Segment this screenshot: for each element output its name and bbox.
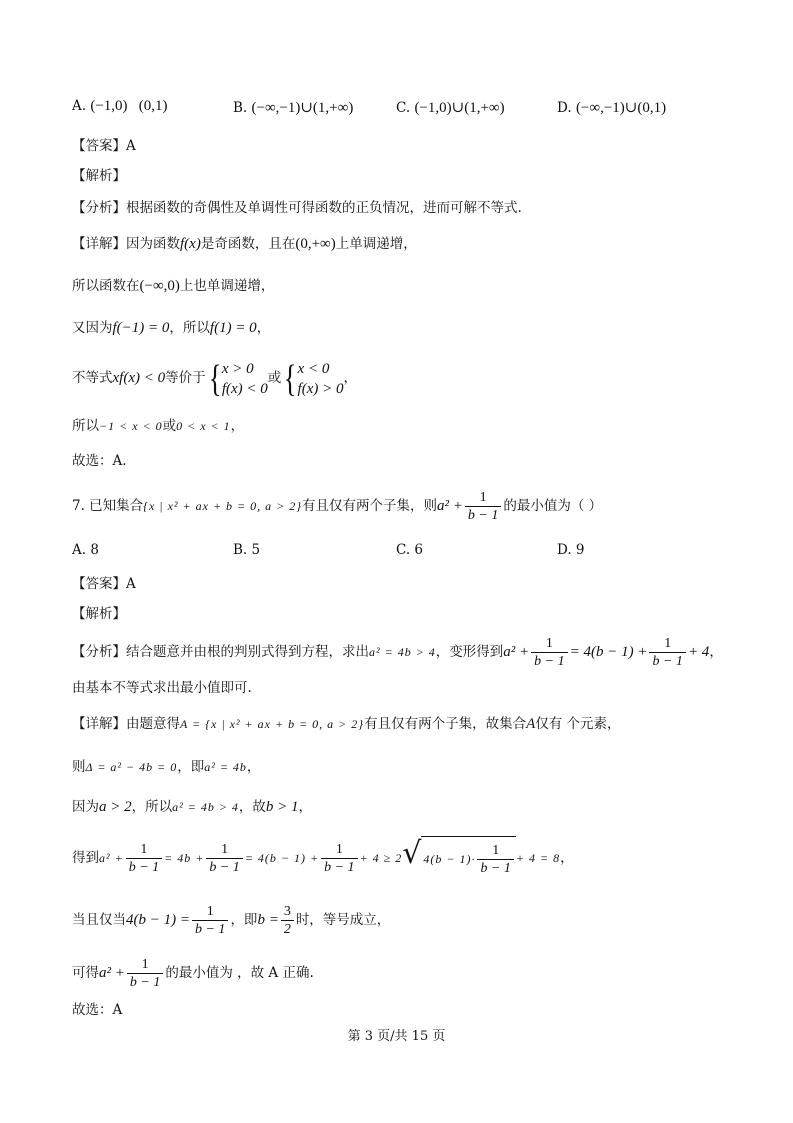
denominator: 2: [281, 920, 294, 938]
denominator: b − 1: [531, 652, 567, 670]
text: 又因为: [72, 320, 113, 336]
denominator: b − 1: [126, 858, 162, 876]
fraction: [477, 842, 513, 877]
text: 等价于: [165, 370, 206, 386]
math: a² +: [503, 644, 530, 660]
numerator: 1: [140, 842, 148, 857]
q7-answer: 【答案】A: [72, 576, 136, 592]
fraction: [321, 841, 357, 876]
text: 则: [72, 759, 86, 775]
q7-fenxi-line2: 由基本不等式求出最小值即可.: [72, 680, 252, 696]
q7-detail-line2: [72, 757, 260, 777]
text: ，所以: [169, 320, 210, 336]
text: 或: [162, 418, 177, 434]
denominator: b − 1: [192, 920, 228, 938]
text: 仅有 个元素，: [535, 716, 621, 732]
math: (0,+∞): [295, 236, 336, 252]
q7-select: 故选：A: [72, 1002, 123, 1018]
denominator: b − 1: [127, 973, 163, 991]
text: 所以: [72, 418, 99, 434]
text: 【详解】由题意得: [72, 716, 180, 732]
q6-option-d: [557, 98, 666, 117]
numerator: 1: [545, 636, 553, 651]
text: ，: [709, 644, 723, 660]
text: 时，等号成立，: [295, 912, 391, 928]
option-math: (−1,0)∪(1,+∞): [414, 100, 505, 116]
option-math: (−∞,−1)∪(0,1): [575, 100, 667, 116]
denominator: b − 1: [649, 652, 685, 670]
denominator: b − 1: [465, 506, 501, 524]
math: + 4: [687, 644, 710, 660]
math: 0 < x < 1: [176, 419, 231, 433]
math: b =: [257, 912, 279, 928]
text: ，: [256, 320, 271, 336]
math: + 4 = 8: [515, 851, 561, 865]
brace-icon: {: [208, 357, 222, 400]
system-row: f(x) > 0: [297, 380, 344, 397]
fraction: [127, 956, 163, 991]
math: a² = 4b: [204, 760, 247, 774]
text: 因为: [72, 799, 99, 815]
system-row: x > 0: [221, 360, 254, 377]
text: ，: [246, 759, 261, 775]
q7-stem: [72, 486, 602, 526]
math: A: [526, 716, 536, 732]
text: 是奇函数，且在: [200, 236, 296, 252]
q6-option-a: [72, 98, 168, 115]
q6-detail-line2: [72, 276, 274, 296]
text: 【分析】结合题意并由根的判别式得到方程，求出: [72, 644, 369, 660]
numerator: 1: [221, 842, 229, 857]
math: = 4b +: [164, 851, 205, 865]
q7-detail-line5: [72, 900, 390, 940]
math: = 4(b − 1) +: [569, 644, 648, 660]
math: a² +: [99, 851, 124, 865]
math: f(−1) = 0: [112, 320, 170, 336]
text: ，所以: [131, 799, 173, 815]
math: a² = 4b > 4: [172, 800, 239, 814]
numerator: 1: [141, 957, 149, 972]
math: xf(x) < 0: [112, 370, 166, 386]
math: a² = 4b > 4: [369, 645, 436, 659]
numerator: 3: [283, 904, 291, 919]
option-label: D.: [557, 100, 572, 116]
q7-option-d: D. 9: [557, 542, 585, 558]
math: 4(b − 1)·: [423, 852, 476, 866]
text: 上单调递增，: [335, 236, 417, 252]
numerator: 1: [479, 490, 487, 505]
math: f(x): [180, 236, 201, 252]
square-root: [402, 836, 516, 881]
system-row: f(x) < 0: [221, 380, 268, 397]
system-row: x < 0: [297, 360, 330, 377]
inequality-system-1: [206, 359, 268, 399]
numerator: 1: [664, 636, 672, 651]
math: f(1) = 0: [209, 320, 257, 336]
q6-option-c: [396, 98, 505, 117]
q6-fenxi: 【分析】根据函数的奇偶性及单调性可得函数的正负情况，进而可解不等式.: [72, 200, 522, 216]
option-label: A.: [72, 98, 87, 114]
text: 的最小值为 ，故 A 正确.: [165, 965, 314, 981]
text: ，变形得到: [435, 644, 504, 660]
fraction: [192, 903, 228, 938]
q6-detail-line4: [72, 356, 357, 400]
q7-detail-line4: [72, 836, 574, 881]
numerator: 1: [335, 842, 343, 857]
q7-detail-line1: [72, 714, 621, 734]
text: 当且仅当: [72, 912, 126, 928]
text: ，: [560, 850, 574, 866]
q6-select: 故选：A.: [72, 453, 127, 469]
text: ，: [343, 370, 357, 386]
math: a > 2: [99, 799, 132, 815]
q7-option-a: A. 8: [72, 542, 99, 558]
option-math: (−1,0) (0,1): [90, 98, 168, 114]
q7-option-b: B. 5: [233, 542, 261, 558]
text: 不等式: [72, 370, 113, 386]
math: (−∞,0): [139, 278, 180, 294]
brace-icon: {: [284, 357, 297, 400]
text: 上也单调递增，: [179, 278, 275, 294]
text: ，: [298, 799, 313, 815]
q6-analysis-tag: 【解析】: [72, 168, 126, 184]
math: a² +: [437, 498, 463, 514]
radical-icon: √: [402, 836, 422, 871]
fraction: [281, 903, 294, 938]
q6-detail-line1: [72, 234, 417, 254]
text: ，即: [230, 912, 258, 928]
text: 得到: [72, 850, 99, 866]
text: 7. 已知集合: [72, 498, 144, 514]
text: 的最小值为（ ）: [503, 498, 603, 514]
text: 可得: [72, 965, 99, 981]
fraction: [649, 635, 685, 670]
fraction: [465, 489, 501, 524]
inequality-system-2: [281, 359, 343, 399]
text: ，故: [238, 799, 266, 815]
fraction: [531, 635, 567, 670]
option-label: B.: [233, 100, 248, 116]
numerator: 1: [492, 842, 500, 858]
math: b > 1: [265, 799, 299, 815]
text: ，即: [177, 759, 205, 775]
q7-detail-line3: [72, 797, 312, 817]
denominator: b − 1: [321, 858, 357, 876]
q7-detail-line6: [72, 953, 314, 993]
text: 所以函数在: [72, 278, 140, 294]
text: 或: [267, 370, 282, 386]
text: 有且仅有两个子集，则: [302, 498, 438, 514]
option-math: (−∞,−1)∪(1,+∞): [251, 100, 354, 116]
fraction: [206, 841, 242, 876]
math: = 4(b − 1) +: [244, 851, 320, 865]
text: 有且仅有两个子集，故集合: [364, 716, 527, 732]
fraction: [126, 841, 162, 876]
page-footer: 第 3 页/共 15 页: [347, 1029, 446, 1044]
denominator: b − 1: [477, 859, 513, 877]
q6-answer: 【答案】A: [72, 138, 136, 154]
q6-detail-line5: [72, 416, 244, 436]
math: 4(b − 1) =: [126, 912, 190, 928]
math: Δ = a² − 4b = 0: [85, 760, 178, 774]
option-label: C.: [396, 100, 411, 116]
denominator: b − 1: [206, 858, 242, 876]
q7-fenxi-line1: [72, 632, 723, 672]
math: −1 < x < 0: [99, 419, 163, 433]
math: A = {x | x² + ax + b = 0, a > 2}: [180, 717, 365, 731]
numerator: 1: [206, 904, 214, 919]
math: + 4 ≥ 2: [359, 851, 403, 865]
q6-option-b: [233, 98, 353, 117]
text: 【详解】因为函数: [72, 236, 180, 252]
q7-option-c: C. 6: [396, 542, 424, 558]
q6-detail-line3: [72, 318, 270, 338]
text: ，: [230, 418, 245, 434]
math: {x | x² + ax + b = 0, a > 2}: [143, 499, 303, 513]
q7-analysis-tag: 【解析】: [72, 606, 126, 622]
math: a² +: [99, 965, 125, 981]
